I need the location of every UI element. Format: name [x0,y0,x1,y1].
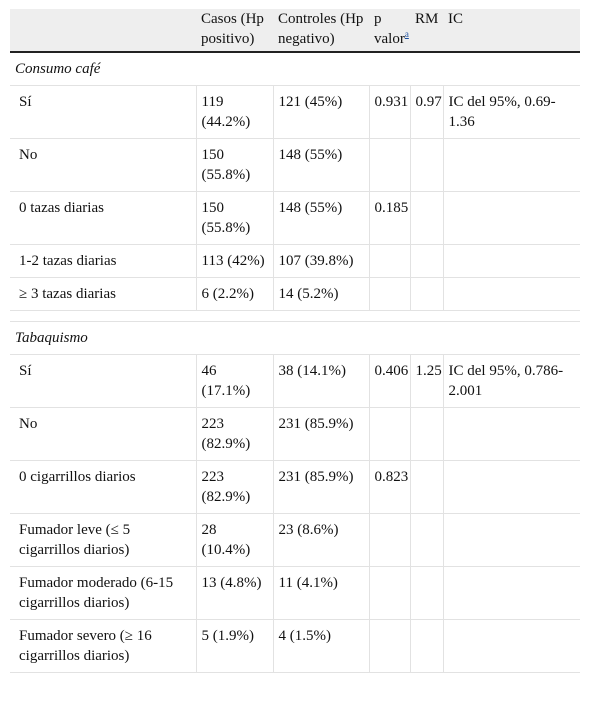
cell-rm: 0.97 [410,86,443,139]
cell-rm [410,408,443,461]
cell-controles: 11 (4.1%) [273,567,369,620]
header-p-valor-label: p valor [374,11,405,47]
cell-rm [410,139,443,192]
section-title: Tabaquismo [10,322,580,355]
cell-controles: 231 (85.9%) [273,461,369,514]
cell-controles: 23 (8.6%) [273,514,369,567]
cell-casos: 119 (44.2%) [196,86,273,139]
footnote-link[interactable]: a [404,29,409,39]
row-label: Fumador severo (≥ 16 cigarrillos diarios) [10,620,196,673]
row-label: Fumador leve (≤ 5 cigarrillos diarios) [10,514,196,567]
table-row [10,408,580,461]
cell-controles: 4 (1.5%) [273,620,369,673]
cell-controles: 121 (45%) [273,86,369,139]
header-casos: Casos (Hp positivo) [196,9,273,52]
spacer-cell [410,311,443,322]
cell-p-valor: 0.931 [369,86,410,139]
cell-rm [410,278,443,311]
section-title: Consumo café [10,52,580,86]
table-body [10,52,580,673]
cell-rm [410,245,443,278]
row-label: Sí [10,86,196,139]
spacer-cell [443,311,580,322]
cell-ic [443,245,580,278]
cell-p-valor [369,620,410,673]
header-empty [10,9,196,52]
cell-ic [443,192,580,245]
table-row [10,514,580,567]
cell-rm [410,192,443,245]
cell-p-valor [369,408,410,461]
table-row [10,461,580,514]
cell-rm [410,620,443,673]
cell-ic [443,567,580,620]
cell-p-valor [369,514,410,567]
spacer-cell [10,311,196,322]
spacer-cell [369,311,410,322]
row-label: Fumador moderado (6-15 cigarrillos diarios) [10,567,196,620]
cell-ic [443,408,580,461]
row-label: 0 cigarrillos diarios [10,461,196,514]
row-label: No [10,139,196,192]
table-row [10,355,580,408]
section-header-row [10,322,580,355]
cell-p-valor: 0.185 [369,192,410,245]
cell-p-valor [369,245,410,278]
results-table [10,9,580,673]
cell-ic: IC del 95%, 0.786-2.001 [443,355,580,408]
row-label: No [10,408,196,461]
cell-ic [443,461,580,514]
section-spacer [10,311,580,322]
table-row [10,139,580,192]
cell-casos: 6 (2.2%) [196,278,273,311]
table-header [10,9,580,52]
section-header-row [10,52,580,86]
spacer-cell [273,311,369,322]
cell-casos: 113 (42%) [196,245,273,278]
table-row [10,278,580,311]
cell-p-valor [369,139,410,192]
table-row [10,567,580,620]
cell-controles: 14 (5.2%) [273,278,369,311]
cell-controles: 148 (55%) [273,192,369,245]
row-label: ≥ 3 tazas diarias [10,278,196,311]
cell-casos: 5 (1.9%) [196,620,273,673]
cell-rm [410,567,443,620]
cell-controles: 231 (85.9%) [273,408,369,461]
cell-p-valor [369,567,410,620]
cell-p-valor [369,278,410,311]
header-ic: IC [443,9,580,52]
cell-controles: 107 (39.8%) [273,245,369,278]
cell-casos: 28 (10.4%) [196,514,273,567]
header-rm: RM [410,9,443,52]
table-row [10,245,580,278]
row-label: 0 tazas diarias [10,192,196,245]
cell-casos: 150 (55.8%) [196,139,273,192]
cell-rm [410,461,443,514]
cell-ic [443,139,580,192]
cell-ic [443,620,580,673]
table-row [10,620,580,673]
cell-casos: 150 (55.8%) [196,192,273,245]
row-label: 1-2 tazas diarias [10,245,196,278]
table-row [10,192,580,245]
spacer-cell [196,311,273,322]
cell-casos: 223 (82.9%) [196,461,273,514]
cell-rm [410,514,443,567]
header-p-valor [369,9,410,52]
cell-p-valor: 0.406 [369,355,410,408]
row-label: Sí [10,355,196,408]
cell-controles: 38 (14.1%) [273,355,369,408]
cell-casos: 223 (82.9%) [196,408,273,461]
cell-rm: 1.25 [410,355,443,408]
cell-ic [443,514,580,567]
cell-ic [443,278,580,311]
cell-casos: 13 (4.8%) [196,567,273,620]
cell-p-valor: 0.823 [369,461,410,514]
cell-controles: 148 (55%) [273,139,369,192]
table-row [10,86,580,139]
header-controles: Controles (Hp negativo) [273,9,369,52]
cell-ic: IC del 95%, 0.69-1.36 [443,86,580,139]
cell-casos: 46 (17.1%) [196,355,273,408]
